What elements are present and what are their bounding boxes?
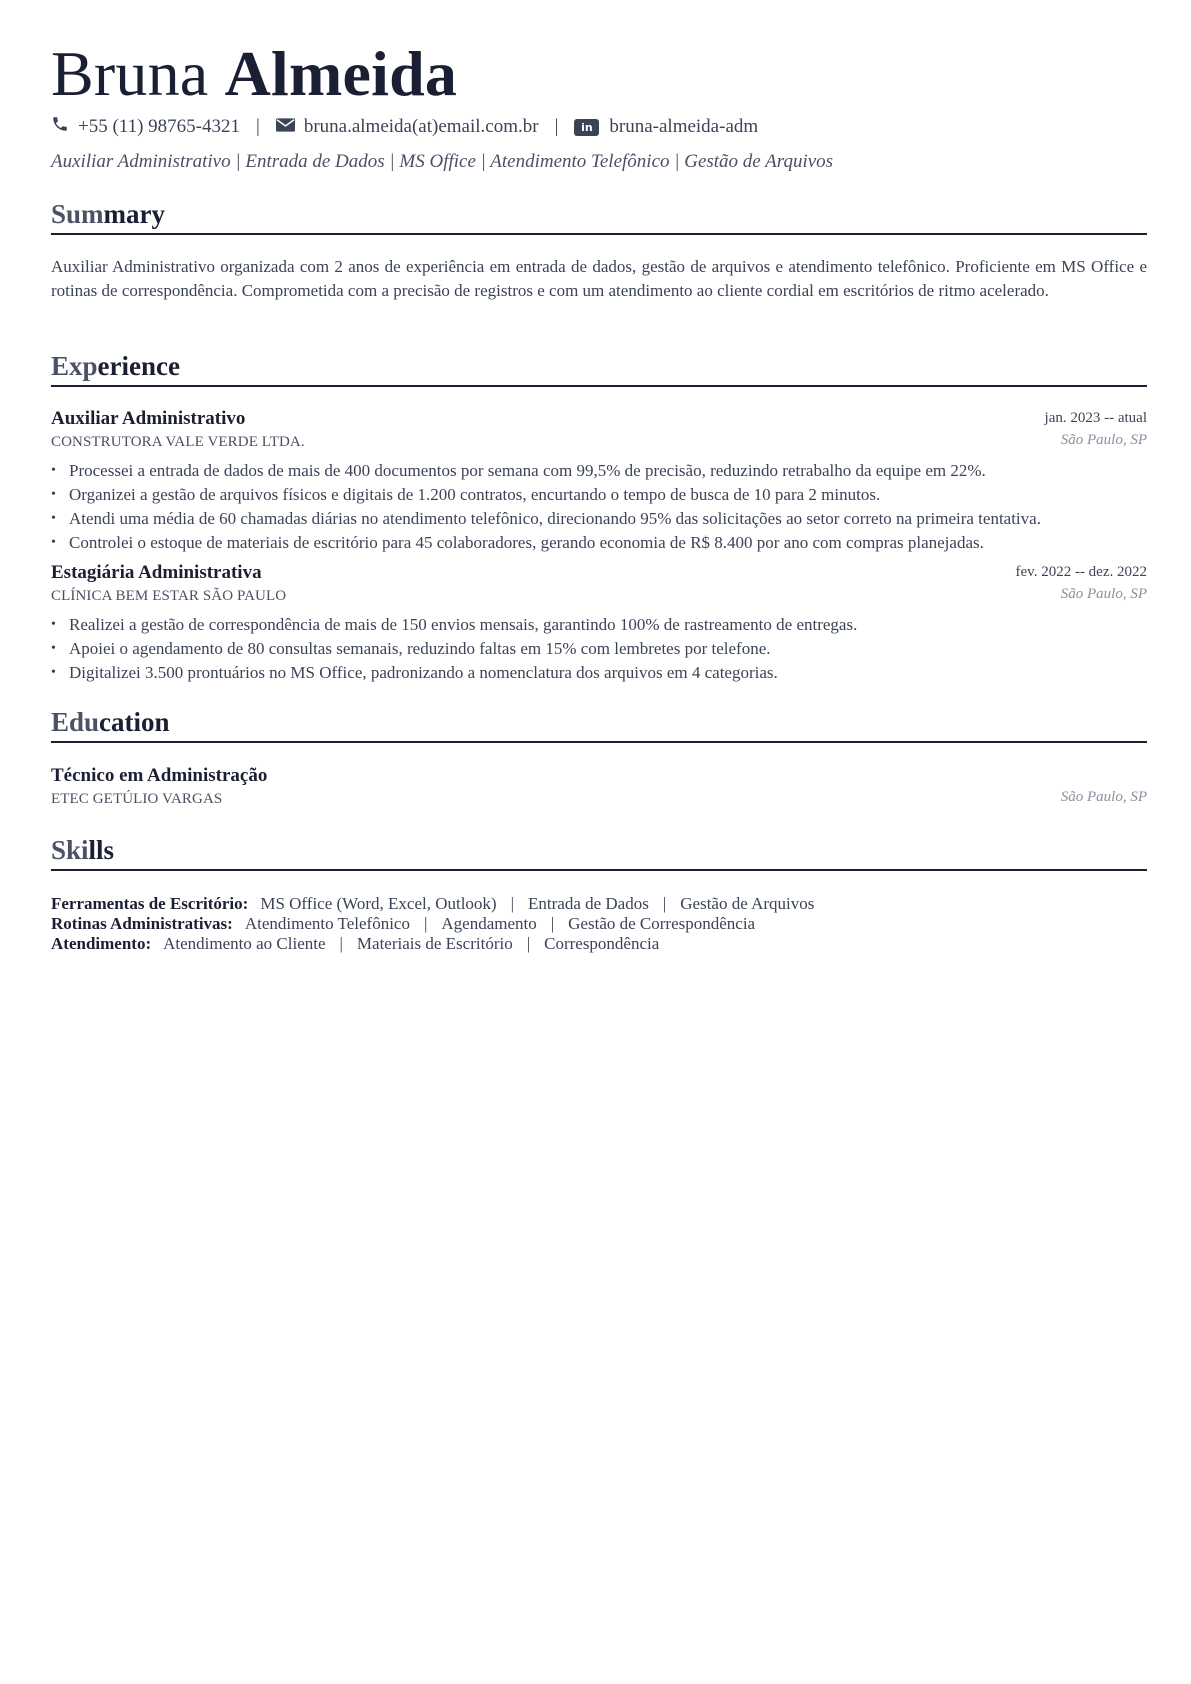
list-item: • Digitalizei 3.500 prontuários no MS Office, padronizando a nomenclatura dos arquivos em 4 categorias. [51, 661, 1147, 685]
skill-category: Atendimento: [51, 934, 152, 953]
list-item: • Organizei a gestão de arquivos físicos e digitais de 1.200 contratos, encurtando o tempo de busca de 10 para 2 minutos. [51, 483, 1147, 507]
skill-row [51, 894, 1147, 914]
school-name: ETEC GETÚLIO VARGAS [51, 791, 223, 807]
list-item: • Apoiei o agendamento de 80 consultas semanais, reduzindo faltas em 15% com lembretes por telefone. [51, 637, 1147, 661]
section-title-education [51, 706, 170, 738]
job-bullets [51, 613, 1147, 685]
contact-separator: | [256, 116, 260, 137]
skill-item: Entrada de Dados [528, 894, 649, 913]
summary-text: Auxiliar Administrativo organizada com 2 anos de experiência em entrada de dados, gestão de arquivos e atendimento telefônico. Proficiente em MS Office e rotinas de correspondência. Comprometida com a precisão de registros e com um atendimento ao cliente cordial em escritórios de ritmo acelerado. [51, 257, 1147, 300]
linkedin-link[interactable]: bruna-almeida-adm [609, 116, 759, 137]
headline-tagline: Auxiliar Administrativo | Entrada de Dados | MS Office | Atendimento Telefônico | Gestão de Arquivos [51, 151, 834, 172]
school-location: São Paulo, SP [1060, 789, 1147, 805]
linkedin-icon: in [574, 119, 599, 136]
skill-row [51, 934, 1147, 954]
job-bullets [51, 459, 1147, 555]
skill-item: MS Office (Word, Excel, Outlook) [260, 894, 497, 913]
skill-separator: | [526, 934, 531, 953]
skill-separator: | [510, 894, 514, 913]
phone-number: +55 (11) 98765-4321 [78, 116, 240, 137]
section-title-highlight: Exp [51, 351, 98, 381]
job-location: São Paulo, SP [1060, 586, 1147, 602]
list-item: • Controlei o estoque de materiais de escritório para 45 colaboradores, gerando economia de R$ 8.400 por ano com compras planejadas. [51, 531, 1147, 555]
section-divider [51, 869, 1147, 871]
first-name: Bruna [51, 38, 209, 109]
section-title-rest: lls [88, 835, 115, 865]
section-title-highlight: Ski [51, 835, 89, 865]
section-divider [51, 741, 1147, 743]
job-company: CONSTRUTORA VALE VERDE LTDA. [51, 434, 305, 450]
list-item: • Processei a entrada de dados de mais de 400 documentos por semana com 99,5% de precisão, reduzindo retrabalho da equipe em 22%. [51, 459, 1147, 483]
skill-item: Atendimento ao Cliente [163, 934, 326, 953]
section-divider [51, 385, 1147, 387]
section-title-rest: mary [103, 199, 166, 229]
skill-row [51, 914, 1147, 934]
email-link[interactable]: bruna.almeida(at)email.com.br [303, 116, 539, 137]
skill-separator: | [339, 934, 343, 953]
skills-list [51, 894, 1147, 954]
skill-item: Gestão de Correspondência [568, 914, 756, 933]
section-title-rest: cation [99, 707, 170, 737]
candidate-name [51, 38, 457, 110]
skill-category: Rotinas Administrativas: [51, 914, 233, 933]
phone-icon [51, 115, 69, 139]
skill-category: Ferramentas de Escritório: [51, 894, 249, 913]
skill-item: Materiais de Escritório [356, 934, 513, 953]
section-title-skills [51, 834, 114, 866]
skill-separator: | [550, 914, 555, 933]
skill-separator: | [423, 914, 428, 933]
section-divider [51, 233, 1147, 235]
list-item: • Atendi uma média de 60 chamadas diárias no atendimento telefônico, direcionando 95% das solicitações ao setor correto na primeira tentativa. [51, 507, 1147, 531]
job-company: CLÍNICA BEM ESTAR SÃO PAULO [51, 588, 287, 604]
list-item: • Realizei a gestão de correspondência de mais de 150 envios mensais, garantindo 100% de rastreamento de entregas. [51, 613, 1147, 637]
envelope-icon [276, 116, 295, 138]
contact-line [51, 114, 758, 140]
job-title: Estagiária Administrativa [51, 562, 262, 583]
last-name: Almeida [224, 38, 458, 109]
section-title-rest: erience [97, 351, 180, 381]
job-title: Auxiliar Administrativo [51, 408, 246, 429]
skill-separator: | [662, 894, 667, 913]
contact-separator: | [554, 116, 559, 137]
skill-item: Atendimento Telefônico [244, 914, 410, 933]
section-title-experience [51, 350, 180, 382]
section-title-highlight: Edu [51, 707, 100, 737]
job-dates: jan. 2023 -- atual [1044, 410, 1147, 426]
section-title-highlight: Sum [51, 199, 104, 229]
skill-item: Agendamento [441, 914, 537, 933]
job-dates: fev. 2022 -- dez. 2022 [1015, 564, 1147, 580]
section-title-summary [51, 198, 165, 230]
skill-item: Correspondência [544, 934, 660, 953]
degree-title: Técnico em Administração [51, 765, 268, 786]
skill-item: Gestão de Arquivos [680, 894, 815, 913]
job-location: São Paulo, SP [1060, 432, 1147, 448]
